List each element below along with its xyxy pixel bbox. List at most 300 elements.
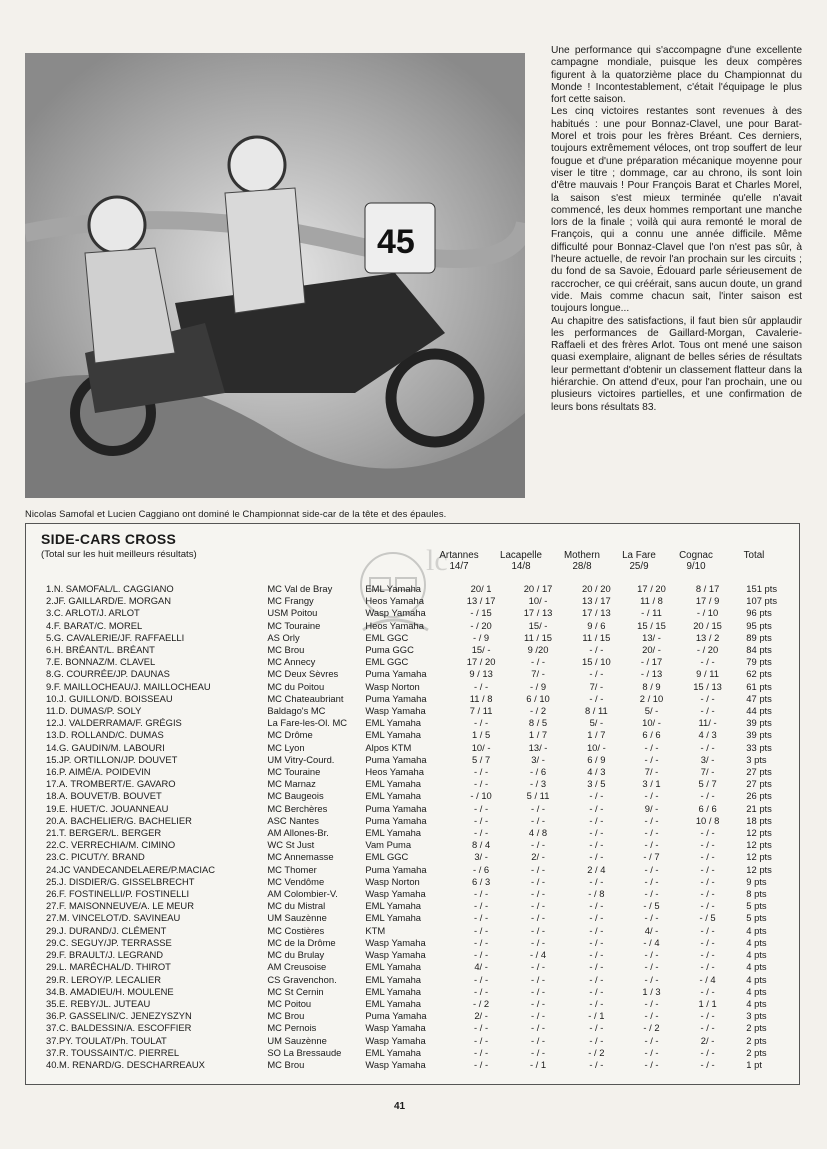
club: MC Drôme: [267, 729, 313, 741]
race-result: 7/ -: [700, 766, 715, 778]
total-points: 79 pts: [746, 656, 772, 668]
column-name: Mothern: [564, 550, 600, 561]
club: La Fare-les-Ol. MC: [267, 717, 348, 729]
rider-names: [26, 729, 267, 741]
column-header-cognac: [666, 550, 726, 572]
race-result: - / -: [531, 936, 546, 948]
race-result: 2 / 10: [639, 692, 664, 704]
table-row: [26, 681, 799, 693]
rider-names: [26, 583, 267, 595]
machine: Puma Yamaha: [365, 753, 427, 765]
rider-name-text: E. BONNAZ/M. CLAVEL: [53, 656, 156, 668]
machine: Heos Yamaha: [365, 619, 424, 631]
machine: Alpos KTM: [365, 741, 412, 753]
race-result: 10/ -: [586, 741, 606, 753]
rider-name-text: P. AIMÉ/A. POIDEVIN: [59, 766, 151, 778]
total-points: 9 pts: [746, 875, 767, 887]
race-result: - / -: [474, 680, 489, 692]
race-result: 7 / 11: [469, 705, 493, 717]
rider-name-text: J. DISDIER/G. GISSELBRECHT: [59, 875, 195, 887]
race-result: 15 / 10: [582, 656, 611, 668]
rank: 18.: [46, 790, 60, 802]
race-result: - / -: [589, 997, 604, 1009]
machine: Wasp Norton: [365, 875, 420, 887]
race-result: 5/ -: [644, 705, 659, 717]
race-result: 9 / 13: [469, 668, 493, 680]
machine: Puma Yamaha: [365, 814, 427, 826]
rider-names: [26, 1047, 267, 1059]
article-text: [551, 45, 802, 414]
rider-names: [26, 986, 267, 998]
article-paragraph: Les cinq victoires restantes sont revenues à des habitués : une pour Bonnaz-Clavel, une pour Barat-Morel et trois pour les frères Bréant. Ces derniers, toujours extrêmement véloces, ont trop souffert de leur fougue et d'une préparation mécanique moyenne pour viser le titre ; dommage, car au chrono, ils sont loin d'être mauvais ! Pour François Barat et Charles Morel, la saison s'est mieux terminée qu'elle n'avait commencé, les deux hommes remportant une manche lors de la finale ; voilà qui aura remonté le moral de François, qui a connu une année difficile. Même difficulté pour Bonnaz-Clavel que l'on n'est pas sûr, à l'heure actuelle, de revoir l'an prochain sur les circuits ; du fond de sa Savoie, Édouard parle sérieusement de raccrocher, ce qui créérait, sans aucun doute, un grand vide. Mais comme chacun sait, l'inter saison est toujours longue...: [551, 106, 802, 315]
race-result: - / -: [589, 1058, 604, 1070]
rider-names: [26, 900, 267, 912]
total-points: 96 pts: [746, 607, 772, 619]
table-row: [26, 986, 799, 998]
rank: 40.: [46, 1058, 60, 1070]
race-result: 10/ -: [528, 595, 548, 607]
club: MC Annemasse: [267, 851, 334, 863]
race-result: - / -: [644, 912, 659, 924]
rank: 6.: [46, 644, 54, 656]
club: ASC Nantes: [267, 814, 319, 826]
table-row: [26, 864, 799, 876]
column-name: Artannes: [439, 550, 479, 561]
column-name: Cognac: [679, 550, 713, 561]
race-result: - / -: [644, 753, 659, 765]
rider-name-text: F. BRAULT/J. LEGRAND: [59, 949, 164, 961]
machine: Wasp Yamaha: [365, 936, 426, 948]
race-result: 9 / 6: [587, 619, 606, 631]
club: CS Gravenchon.: [267, 973, 337, 985]
race-result: - / -: [644, 888, 659, 900]
rider-name-text: G. COURRÉE/JP. DAUNAS: [53, 668, 170, 680]
race-result: - / -: [531, 875, 546, 887]
race-result: - / -: [644, 839, 659, 851]
table-row: [26, 1035, 799, 1047]
rank: 3.: [46, 607, 54, 619]
race-result: 15/ -: [471, 644, 491, 656]
race-result: - / -: [589, 802, 604, 814]
race-result: 4/ -: [474, 961, 488, 973]
club: MC Poitou: [267, 997, 312, 1009]
race-result: - / 2: [588, 1046, 605, 1058]
race-result: - / -: [700, 705, 715, 717]
rider-name-text: R. LEROY/P. LECALIER: [59, 973, 161, 985]
table-row: [26, 1059, 799, 1071]
race-result: - / -: [700, 1046, 715, 1058]
race-result: 20 / 17: [523, 583, 553, 594]
race-result: 3/ -: [531, 753, 545, 765]
rider-names: [26, 607, 267, 619]
machine: EML Yamaha: [365, 985, 421, 997]
race-result: - / -: [700, 1058, 715, 1070]
race-result: - / 13: [640, 668, 663, 680]
rider-name-text: E. REBY/JL. JUTEAU: [59, 997, 151, 1009]
race-result: - / -: [644, 875, 659, 887]
rider-name-text: F. MAISONNEUVE/A. LE MEUR: [59, 900, 194, 912]
race-result: - / -: [700, 1022, 715, 1034]
race-result: 8 / 5: [528, 717, 548, 729]
race-result: - / -: [644, 961, 659, 973]
machine: EML GGC: [365, 631, 409, 643]
race-result: - / -: [474, 949, 489, 961]
rider-name-text: L. MARÉCHAL/D. THIROT: [59, 961, 171, 973]
race-result: 5 / 7: [471, 753, 491, 765]
rider-names: [26, 876, 267, 888]
race-result: - / -: [589, 644, 604, 656]
race-result: 8 / 17: [695, 583, 720, 594]
rider-names: [26, 912, 267, 924]
race-result: - / -: [531, 863, 546, 875]
club: USM Poitou: [267, 607, 318, 619]
rider-name-text: F. FOSTINELLI/P. FOSTINELLI: [59, 888, 190, 900]
rank: 29.: [46, 973, 60, 985]
rider-names: [26, 888, 267, 900]
club: MC Chateaubriant: [267, 692, 344, 704]
results-table: [26, 583, 799, 1071]
table-row: [26, 900, 799, 912]
total-points: 27 pts: [746, 778, 772, 790]
table-row: [26, 815, 799, 827]
race-result: - / -: [531, 1010, 546, 1022]
race-result: 17 / 20: [637, 583, 666, 594]
machine: Wasp Yamaha: [365, 949, 426, 961]
club: MC Deux Sèvres: [267, 668, 339, 680]
race-result: - / -: [644, 1058, 659, 1070]
race-result: - / -: [700, 741, 715, 753]
race-result: - / 2: [529, 705, 547, 717]
race-result: - / -: [589, 851, 604, 863]
race-result: - / 4: [643, 936, 660, 948]
total-points: 61 pts: [746, 680, 772, 692]
rank: 11.: [46, 705, 59, 717]
table-row: [26, 742, 799, 754]
race-result: - / 3: [529, 778, 547, 790]
rider-name-text: C. PICUT/Y. BRAND: [59, 851, 145, 863]
race-result: - / -: [474, 936, 489, 948]
race-result: - / -: [531, 1022, 546, 1034]
race-result: - / -: [531, 1034, 546, 1046]
rider-name-text: D. ROLLAND/C. DUMAS: [59, 729, 164, 741]
race-result: 17 / 13: [582, 607, 611, 619]
table-row: [26, 937, 799, 949]
race-result: 6 / 10: [526, 692, 550, 704]
race-result: 15 / 15: [637, 619, 666, 631]
machine: Vam Puma: [365, 839, 412, 851]
total-points: 33 pts: [746, 741, 772, 753]
club: MC du Brulay: [267, 949, 325, 961]
rank: 37.: [46, 1034, 60, 1046]
rider-name-text: C. BALDESSIN/A. ESCOFFIER: [59, 1022, 192, 1034]
club: MC Costières: [267, 924, 325, 936]
rider-name-text: M. VINCELOT/D. SAVINEAU: [59, 912, 181, 924]
rider-name-text: JC VANDECANDELAERE/P.MACIAC: [59, 863, 215, 875]
race-result: 7/ -: [589, 680, 604, 692]
page-number: 41: [394, 1101, 406, 1112]
rank: 34.: [46, 985, 60, 997]
rider-names: [26, 693, 267, 705]
rank: 22.: [46, 839, 60, 851]
race-result: - / -: [474, 778, 489, 790]
race-result: - / -: [589, 827, 604, 839]
race-result: - / 2: [473, 997, 490, 1009]
race-result: - / -: [531, 997, 546, 1009]
race-result: 6 / 3: [471, 875, 491, 887]
total-points: 2 pts: [746, 1034, 767, 1046]
race-result: - / -: [474, 1022, 489, 1034]
race-result: 2/ -: [531, 851, 545, 863]
machine: EML Yamaha: [365, 912, 421, 924]
race-result: - / 2: [643, 1022, 660, 1034]
race-result: - / 5: [699, 912, 716, 924]
rider-names: [26, 815, 267, 827]
rider-names: [26, 974, 267, 986]
race-result: - / 10: [470, 790, 492, 802]
results-table-box: [25, 523, 800, 1085]
rider-name-text: H. BRÉANT/L. BRÉANT: [53, 644, 155, 656]
race-result: - / -: [589, 790, 604, 802]
club: MC Pernois: [267, 1022, 317, 1034]
race-result: - / -: [474, 717, 489, 729]
race-result: - / 7: [643, 851, 660, 863]
table-row: [26, 717, 799, 729]
race-result: - / -: [700, 790, 715, 802]
club: MC St Cernin: [267, 985, 324, 997]
race-result: 20 / 20: [582, 583, 611, 594]
rider-names: [26, 742, 267, 754]
race-result: - / 1: [529, 1058, 547, 1070]
machine: EML Yamaha: [365, 973, 421, 985]
club: MC de la Drôme: [267, 936, 336, 948]
race-result: - / -: [531, 961, 546, 973]
table-row: [26, 705, 799, 717]
total-points: 39 pts: [746, 717, 772, 729]
race-result: - / -: [644, 790, 659, 802]
total-points: 39 pts: [746, 729, 772, 741]
rank: 35.: [46, 997, 60, 1009]
race-result: 4 / 8: [528, 827, 548, 839]
column-header-mothern: [552, 550, 612, 572]
rank: 9.: [46, 680, 54, 692]
rank: 25.: [46, 875, 60, 887]
table-row: [26, 949, 799, 961]
rank: 20.: [46, 814, 60, 826]
column-header-total: Total: [743, 550, 765, 561]
race-result: 20/ 1: [470, 583, 492, 594]
club: MC Baugeois: [267, 790, 324, 802]
race-result: 17 / 20: [466, 656, 496, 668]
race-result: - / -: [474, 888, 489, 900]
table-row: [26, 778, 799, 790]
club: MC Val de Bray: [267, 583, 333, 594]
table-row: [26, 876, 799, 888]
rider-names: [26, 790, 267, 802]
rider-names: [26, 1022, 267, 1034]
race-result: - / -: [644, 827, 659, 839]
rider-name-text: C. VERRECHIA/M. CIMINO: [59, 839, 176, 851]
club: MC Brou: [267, 1058, 305, 1070]
column-header-la-fare: [612, 550, 666, 572]
total-points: 12 pts: [746, 827, 772, 839]
race-result: 4 / 3: [587, 766, 606, 778]
machine: EML Yamaha: [365, 827, 421, 839]
race-result: - / 17: [640, 656, 663, 668]
race-result: - / 9: [473, 631, 490, 643]
table-row: [26, 644, 799, 656]
race-result: - / -: [700, 900, 715, 912]
race-result: - / 20: [470, 619, 492, 631]
total-points: 12 pts: [746, 839, 772, 851]
race-result: - / -: [474, 1034, 489, 1046]
rider-name-text: B. AMADIEU/H. MOULENE: [59, 985, 174, 997]
race-result: 8 / 11: [584, 705, 608, 717]
machine: EML Yamaha: [365, 790, 421, 802]
race-result: - / 15: [470, 607, 492, 619]
race-result: - / -: [474, 900, 489, 912]
rider-name-text: JP. ORTILLON/JP. DOUVET: [59, 753, 178, 765]
race-result: - / -: [589, 814, 604, 826]
total-points: 12 pts: [746, 863, 772, 875]
machine: EML Yamaha: [365, 1046, 421, 1058]
race-result: - / -: [474, 802, 489, 814]
race-result: - / -: [644, 814, 659, 826]
race-result: 15/ -: [528, 619, 548, 631]
table-row: [26, 851, 799, 863]
race-result: 20 / 15: [693, 619, 722, 631]
race-result: 4/ -: [644, 924, 659, 936]
race-result: - / -: [644, 973, 659, 985]
race-result: 3/ -: [700, 753, 715, 765]
race-result: 13/ -: [528, 741, 548, 753]
rider-name-text: A. TROMBERT/E. GAVARO: [59, 778, 176, 790]
total-points: 18 pts: [746, 814, 772, 826]
table-row: [26, 998, 799, 1010]
total-points: 4 pts: [746, 961, 767, 973]
table-row: [26, 790, 799, 802]
column-date: 9/10: [686, 561, 706, 572]
race-result: - / 6: [473, 863, 490, 875]
race-result: 11 / 15: [524, 631, 553, 643]
rider-names: [26, 766, 267, 778]
race-result: - / -: [474, 814, 489, 826]
race-result: 9 / 11: [696, 668, 719, 680]
total-points: 5 pts: [746, 900, 767, 912]
rank: 27.: [46, 912, 60, 924]
machine: Heos Yamaha: [365, 595, 424, 607]
total-points: 12 pts: [746, 851, 772, 863]
table-row: [26, 656, 799, 668]
race-result: - / -: [474, 766, 489, 778]
race-result: - / -: [700, 851, 715, 863]
race-result: - / -: [589, 1022, 604, 1034]
race-result: 1 / 5: [471, 729, 491, 741]
machine: Puma Yamaha: [365, 802, 427, 814]
machine: Wasp Norton: [365, 680, 420, 692]
rider-names: [26, 717, 267, 729]
rank: 36.: [46, 1010, 60, 1022]
total-points: 4 pts: [746, 997, 767, 1009]
race-result: 13/ -: [642, 631, 661, 643]
club: MC Brou: [267, 644, 305, 656]
race-result: 5 / 11: [526, 790, 550, 802]
rank: 37.: [46, 1022, 60, 1034]
rider-name-text: N. SAMOFAL/L. CAGGIANO: [53, 583, 174, 594]
total-points: 21 pts: [746, 802, 772, 814]
race-result: 13 / 2: [695, 631, 720, 643]
race-result: - / -: [589, 936, 604, 948]
race-result: - / -: [700, 827, 715, 839]
rider-names: [26, 827, 267, 839]
club: MC Touraine: [267, 766, 321, 778]
machine: Puma Yamaha: [365, 692, 427, 704]
race-result: - / -: [644, 863, 659, 875]
rider-names: [26, 644, 267, 656]
rider-name-text: A. BACHELIER/G. BACHELIER: [59, 814, 192, 826]
total-points: 89 pts: [746, 631, 772, 643]
total-points: 27 pts: [746, 766, 772, 778]
race-result: - / -: [589, 961, 604, 973]
race-result: - / -: [700, 1010, 715, 1022]
race-result: 17 / 9: [695, 595, 720, 607]
race-result: 7/ -: [531, 668, 545, 680]
rider-name-text: C. SEGUY/JP. TERRASSE: [59, 936, 172, 948]
race-result: - / 5: [643, 900, 660, 912]
race-result: 3 / 1: [642, 778, 661, 790]
table-row: [26, 607, 799, 619]
race-result: 11 / 8: [469, 692, 493, 704]
race-result: - / 9: [529, 680, 547, 692]
rank: 7.: [46, 656, 54, 668]
article-paragraph: Une performance qui s'accompagne d'une excellente campagne mondiale, puisque les deux compères figurent à la quatorzième place du Championnat du Monde ! Incontestablement, c'était l'équipage le plus fort cette saison.: [551, 45, 802, 106]
race-result: - / -: [700, 888, 715, 900]
race-result: 7/ -: [644, 766, 659, 778]
rank: 27.: [46, 900, 60, 912]
race-result: 8 / 4: [471, 839, 491, 851]
race-result: - / -: [474, 912, 489, 924]
total-points: 84 pts: [746, 644, 772, 656]
column-date: 28/8: [572, 561, 592, 572]
table-row: [26, 803, 799, 815]
race-result: 3 / 5: [587, 778, 606, 790]
rider-names: [26, 839, 267, 851]
table-row: [26, 754, 799, 766]
race-result: - / -: [644, 997, 659, 1009]
table-row: [26, 668, 799, 680]
race-result: - / -: [700, 839, 715, 851]
rider-name-text: C. ARLOT/J. ARLOT: [53, 607, 140, 619]
rank: 21.: [46, 827, 60, 839]
rank: 8.: [46, 668, 54, 680]
rider-names: [26, 681, 267, 693]
race-result: - / -: [589, 924, 604, 936]
table-row: [26, 620, 799, 632]
race-result: 9/ -: [644, 802, 659, 814]
rank: 19.: [46, 802, 60, 814]
machine: EML Yamaha: [365, 778, 421, 790]
rank: 14.: [46, 741, 60, 753]
club: MC Vendôme: [267, 875, 325, 887]
race-result: - / -: [589, 912, 604, 924]
rank: 16.: [46, 766, 60, 778]
rank: 12.: [46, 717, 60, 729]
race-result: - / -: [589, 900, 604, 912]
race-result: 9 /20: [527, 644, 549, 656]
club: MC Berchères: [267, 802, 328, 814]
club: MC du Mistral: [267, 900, 326, 912]
race-result: - / -: [531, 973, 546, 985]
race-result: - / -: [474, 924, 489, 936]
